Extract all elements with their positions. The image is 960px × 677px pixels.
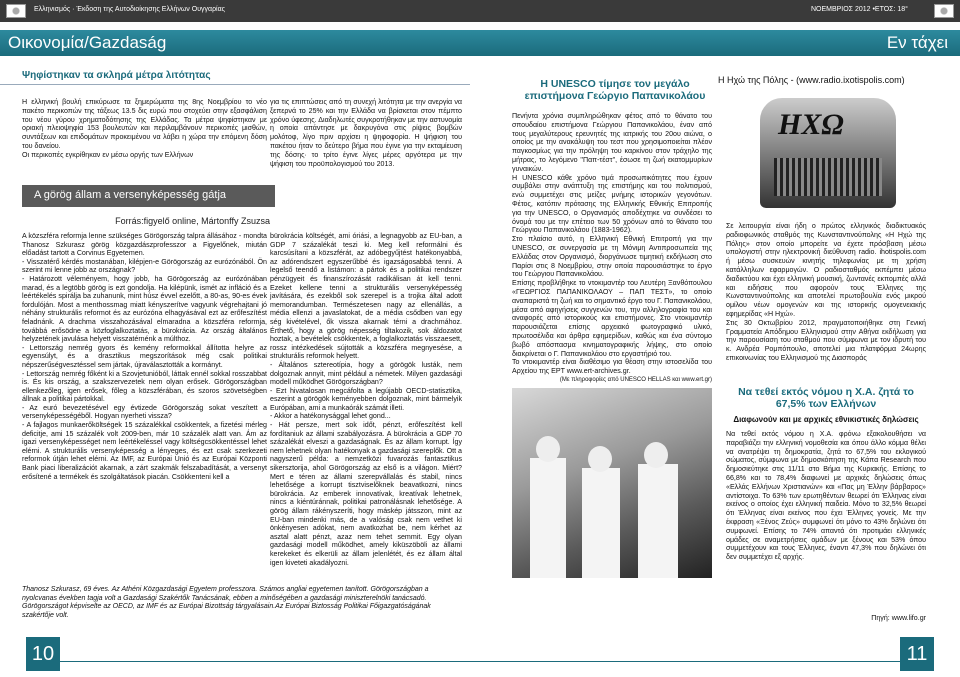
page-number: 10: [26, 637, 60, 671]
photo-credit: (Με πληροφορίες από UNESCO HELLAS και www.ert.gr): [559, 377, 712, 383]
article-title: A görög állam a versenyképesség gátja: [22, 185, 275, 207]
logo-text: ΗΧΩ: [778, 108, 844, 141]
article-text: Πενήντα χρόνια συμπληρώθηκαν φέτος από το θάνατο του σπουδαίου επιστήμονα Γεώργιου Παπανικολάου, έναν από τους μεγαλύτερους ερευνητές της ιατρικής του 20ου αιώνα, ο οποίος με την ανακάλυψη του τεστ που χρησιμοποιείται πλέον παγκοσμίως για την πρόληψη του καρκίνου στον τράχηλο της μήτρας, το λεγόμενο "Παπ-τέστ", έσωσε τη ζωή εκατομμυρίων γυναικών. Η UNESCO κάθε χρόνο τιμά προσωπικότητες που έχουν συμβάλει στην ανάπτυξη της επιστήμης και του πολιτισμού, ενώ συμμετέχει στις μείζες μνήμης ιστορικών γεγονότων. Φέτος, κατόπιν πρότασης της Ελληνικής Εθνικής Επιτροπής για την UNESCO, ο Οργανισμός αποδέχτηκε να συνδέσει το όνομά του με την επέτειο των 50 χρόνων από το θάνατο του Γεώργιου Παπανικολάου (1883-1962). Στο πλαίσιο αυτό, η Ελληνική Εθνική Επιτροπή για την UNESCO, σε συνεργασία με τη Μόνιμη Αντιπροσωπεία της Ελλάδας στον Οργανισμό, διοργάνωσε τιμητική εκδήλωση στο Παρίσι στις 8 Νοεμβρίου, στην οποία παρουσιάστηκε το έργο του Γεώργιου Παπανικολάου. Επίσης προβλήθηκε το ντοκιμαντέρ του Λευτέρη Ξανθόπουλου «ΓΕΩΡΓΙΟΣ ΠΑΠΑΝΙΚΟΛΑΟΥ – ΠΑΠ ΤΕΣΤ», το οποίο αναπαριστά τη ζωή και το σημαντικό έργο του Γ. Παπανικολάου, μέσα από αφηγήσεις συγγενών του, την αλληλογραφία του και αναφορές από ιστορικούς και επιστήμονες. Στο ντοκιμαντέρ παρουσιάζεται επίσης αρχειακό φωτογραφικό υλικό, πρωτοσέλιδα και άρθρα εφημερίδων, καθώς και ένα σύντομο βωβό απόσπασμα κινηματογραφικής λήψης, στο οποίο διακρίνεται ο Γ. Παπανικολάου στο εργαστήριό του. Το ντοκιμαντέρ είναι διαθέσιμο για θέαση στην ιστοσελίδα του Αρχείου της ΕΡΤ www.ert-archives.gr.: [512, 112, 712, 376]
divider: [0, 84, 470, 85]
article-title: Ψηφίστηκαν τα σκληρά μέτρα λιτότητας: [22, 70, 211, 81]
article-text: bürokrácia költségét, ami óriási, a legnagyobb az EU-ban, a GDP 7 százalékát teszi ki. Meg kell reformálni és karcsúsítani a közszférát, az adóbegyűjtést hatékonyabbá, az adórendszert egyszerűbbé és igazságosabbá tenni. A legelső teendő a listámon: a pártok és a politikai rendszer pénzügyeit és finanszírozását radikálisan át kell tenni. Ezeket kellene tenni a strukturális versenyképesség javítására, és ezekből sok szerepel is a trojka által adott memorandumban. Természetesen nagy az ellenállás, a média ellenzi a javaslatokat, de a média csődben van egy ség kivételével, ők vissza akarnak térni a drachmához. Érthető, hogy a görög népesség tiltakozik, sok áldozatot hoztak, a bevételek csökkentek, a foglalkoztatás visszaesett, rossz intézkedések sújtották a közszféra megnyesése, a strukturális reformok helyett. - Általános sztereotípia, hogy a görögök lusták, nem dolgoznak annyit, mint például a németek. Milyen gazdasági modell működhet Görögországban? - Ezt hivatalosan megcáfolta a legújabb OECD-statisztika, eszerint a görögök keményebben dolgoznak, mint bármelyik Európában, ami a munkaórák számát illeti. - Akkor a hatékonysággal lehet gond... - Hát persze, mert sok időt, pénzt, erőfeszítést kell fordítaniuk az állami szabályozásra. A bürokrácia a GDP 70 százalékát elveszi a gazdaságnak. És az állam korrupt. Így nem lehetnek olyan hatékonyak a gazdasági szereplők. Ott a nagyszerű példa: a nemzetközi fuvarozás fantasztikus sikersztorija, ahol Görögország az első is a világon. Miért? Mert e téren az állami szerepvállalás és stabil, nincs lehetősége a korrupt tisztviselőknek beavatkozni, nincs bürokrácia. Az emberek innovatívak, kreatívak lehetnek, nincs a kiéntúránnak, politikai patronálásnak lehetősége. A görög állam rákényszeríti, hogy máskép játsszon, mint az EU-ban mindenki más, de a valóság csak nem vethet ki önkényesen adókat, nem avatkozhat be, nem kérhet az asztal alatt pénzt, azaz nem tehet semmit. Egy olyan gazdasági modell működhet, amely kiküszöböli az állami kerekeket és elkerüli az állam jelenlétét, és ez állam által igen kiveteti akadályozni.: [270, 232, 462, 567]
article-title: Η UNESCO τίμησε τον μεγάλο επιστήμονα Γεώργιο Παπανικολάου: [524, 78, 706, 102]
article-subtitle: Διαφωνούν και με αρχικές εθνικιστικές δηλώσεις: [733, 415, 919, 424]
article-title: Να τεθεί εκτός νόμου η Χ.Α. ζητά το 67,5% των Ελλήνων: [738, 386, 914, 410]
flag-icon: [6, 4, 26, 18]
header-date: ΝΟΕΜΒΡΙΟΣ 2012 •ΕΤΟΣ: 18°: [810, 6, 908, 13]
section-band-right: [480, 30, 960, 56]
article-title: Η Ηχώ της Πόλης - (www.radio.ixotispolis.com): [718, 75, 905, 85]
article-text: Σε λειτουργία είναι ήδη ο πρώτος ελληνικός διαδικτυακός ραδιοφωνικός σταθμός της Κωνσταντινούπολης «Η Ηχώ της Πόλης» στον οποίο μπορείτε να έχετε πρόσβαση μέσω υπολογιστή στην ηλεκτρονική διεύθυνση radio. ihotispolis.com ή μέσω συσκευών κινητής τηλεφωνίας με τη χρήση κατάλληλων εφαρμογών. Ο ραδιοσταθμός εκπέμπει μέσω διαδικτύου και έχει ελληνική μουσική, ζωντανές εκπομπές αλλά και ειδήσεις που αφορούν τους Έλληνες της Κωνσταντινούπολης και αποτελεί πρωτοβουλία ενός μικρού ομίλου νέων ομογενών και της ιστορικής ομογενειακής εφημερίδας «Η Ηχώ». Στις 30 Οκτωβρίου 2012, πραγματοποιήθηκε στη Γενική Γραμματεία Απόδημου Ελληνισμού στην Αθήνα εκδήλωση για την παρουσίαση του σταθμού που σύμφωνα με τον ιδρυτή του κ. Ανδρέα Ρομπόπουλο, αποτελεί μια πλατφόρμα 24ωρης επικοινωνίας του Ελληνισμού της Διασποράς: [726, 222, 926, 362]
article-text: Η ελληνική βουλή επικύρωσε τα ξημερώματα της 8ης Νοεμβρίου το νέο πακέτο περικοπών της τάξεως 13.5 δις ευρώ που στοχεύει στην εξασφάλιση του νέου γύρου χρηματοδότησης της Ελλάδας. Τα μέτρα ψηφίστηκαν με οριακή πλειοψηφία 153 βουλευτών και περιλαμβάνουν περικοπές μισθών, συντάξεων και επιδομάτων προκειμένου να λάβει η χώρα την επόμενη δόση του δανείου. Οι περικοπές εγκρίθηκαν εν μέσω οργής των Ελλήνων: [22, 98, 267, 159]
article-source: Πηγή: www.lifo.gr: [871, 614, 926, 622]
article-source: Forrás:figyelő online, Mártonffy Zsuzsa: [115, 216, 270, 226]
section-title: Οικονομία/Gazdaság: [8, 33, 167, 52]
historical-photo: [512, 388, 712, 578]
author-note: Thanosz Szkurasz, 69 éves. Az Athéni Közgazdasági Egyetem professzora. Számos angliai egyetemen tanított. Görögországban a nyolcvanas években tagja volt a Gazdasági Szakértők Tanácsának, ebben a minőségében a gazdasági miniszterelnöki tanácsadó. Görögországot képviselte az OECD, az IMF és az Európai Bizottság tárgyalásain.Az Európai Biztosság Politikai Főigazgatóságának szakértője volt.: [22, 586, 431, 619]
page-number: 11: [900, 637, 934, 671]
section-title: Εν τάχει: [886, 33, 948, 52]
article-text: A közszféra reformja lenne szükséges Görögország talpra állásához - mondta Thanosz Szkurasz görög közgazdászprofesszor a Figyelőnek, miután előadást tartott a Corvinus Egyetemen. - Visszatérő kérdés mostanában, kilépjen-e Görögország az eurózónából. Ön szerint mi lenne jobb az országnak? - Határozott véleményem, hogy jobb, ha Görögország az eurózónában marad, és a legtöbb görög is ezt gondolja. Ha kilépünk, ismét az infláció és a leértékelés spirálja ba zuhanunk, mint húsz évvel ezelőtt, a 80-as, 90-es évek fordulóján. Most a menthossmag miatt kényszerítve vagyunk végrehajtani jó néhány strukturális reformot és az eurózóna elhagyásával ezt az erőfeszítést feladnánk. A drachma visszahozásával elmaradna a közszféra reformja, továbbá erősödne a közfoglalkoztatás, a bürokrácia. Az ország általános helyzetének javulása helyett visszatérnénk a múlthoz. - Lettország nemrég gyors és kemény reformokkal állította helyre az egyensúlyt, és a drasztikus megszorítások még csak politikai népszerűségvesztéssel sem jártak, újraválasztották a kormányt. - Lettország nemrég főként ki a Szovjetunióból, láttak ennél sokkal rosszabbat is. És kis ország, a szakszervezetek nem olyan erősek. Görögországban ellenkezőleg, igen erősek, főleg a közszférában, és szoros szövetségben állnak a politikai pártokkal. - Az euró bevezetésével egy évtizede Görögország sokat veszített a versenyképességéből. Hogyan nyerheti vissza? - A fajlagos munkaerőköltségek 15 százalékkal csökkentek, a fizetési mérleg deficitje, ami 15 százalék volt 2009-ben, már 10 százalék alatt van. Ám az igazi versenyképességet nem leértékeléssel vagy költségcsökkentéssel lehet elérni. A strukturális versenyképesség a lényeges, és ezt csak szerkezeti reformok útján lehet elérni. Az IMF, az Európai Unió és az Európai Központi Bank piaci liberalizációt akarnak, a zárt szakmák felszabadítását, a versenyt erősítené a termékek és szolgáltatások piacán. Csökkenteni kell a: [22, 232, 267, 481]
article-text: για τις επιπτώσεις από τη συνεχή λιτότητα με την ανεργία να ξεπερνά το 25% και την Ελλάδα να βρίσκεται στον πέμπτο χρόνο ύφεσης. Διαδηλωτές συγκροτήθηκαν με την αστυνομία η οποία απάντησε με δακρυγόνα στις ρίψεις βομβών μολότοφ, λίγο πριν αρχίσει η ψηφοφορία. Η ψήφιση του πακέτου ήταν το δεύτερο βήμα που έγινε για την εκταμίευση της δόσης· το τρίτο έγινε λίγες μέρες αργότερα με την ψήφιση του προϋπολογισμού του 2013.: [270, 98, 462, 168]
header-publication: Ελληνισμός · Έκδοση της Αυτοδιοίκησης Ελλήνων Ουγγαρίας: [34, 6, 226, 13]
article-text: Να τεθεί εκτός νόμου η Χ.Α. φρόνω εξακολουθήσει να παραβιάζει την ελληνική νομοθεσία και όπου άλλο κόμμα θέλει να ανατρέψει τη δημοκρατία, ζητά το 67,5% του εκλογικού σώματος, σύμφωνα με δημοσκόπηση της Κάπα Research που δημοσιεύτηκε στις 11/11 στο Βήμα της Κυριακής. Επίσης το 66,8% και το 78,4% διαφωνεί με αρχικές δηλώσεις όπως «Ελλάς Ελλήνων Χριστιανών» και «Πας μη Έλλην βάρβαρος» αντίστοιχα. Το 63% των ερωτηθέντων θεωρεί ότι Έλληνας είναι εκείνος ο οποίος έχει ελληνική παιδεία. Μόνο το 32,5% θεωρεί ότι Έλληνας είναι εκείνος που έχει Έλληνες γονείς. Με την έκφραση «Ξένος Ζεύς» συμφωνεί ότι μόνο το 43% δηλώνει ότι συμφωνεί. Επίσης το 74% απαντά ότι προτιμάει ελληνικές ομάδες σε αναμετρήσεις ομάδων με ξένους και 53% όπου συμμετέχουν και τους Έλληνες, έναντι 47,3% που δηλώνει ότι δεν συμμετέχει εξ αρχής.: [726, 430, 926, 562]
section-band-left: [0, 30, 480, 56]
top-bar: [0, 0, 960, 22]
radio-logo-image: [760, 98, 896, 208]
flag-icon: [934, 4, 954, 18]
